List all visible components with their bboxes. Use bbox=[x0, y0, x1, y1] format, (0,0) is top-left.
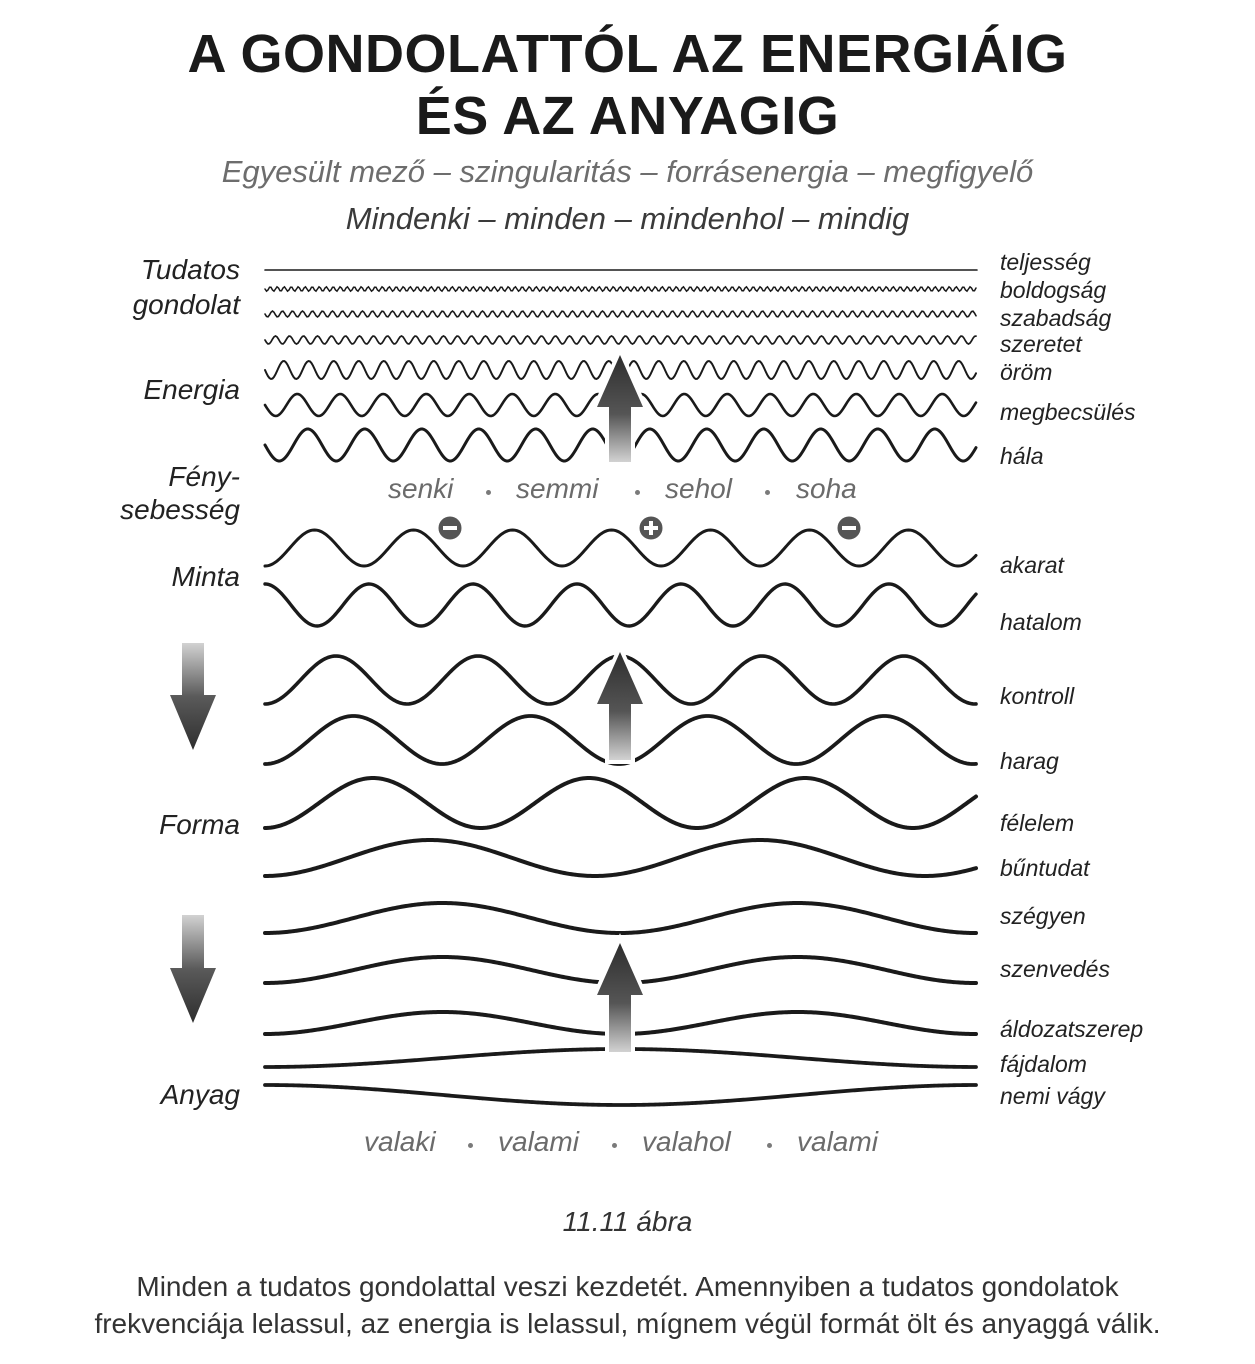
upper-word-semmi: semmi bbox=[516, 473, 599, 504]
wave-label-hatalom: hatalom bbox=[1000, 609, 1082, 635]
wave-label-harag: harag bbox=[1000, 748, 1059, 774]
page-title-line-1: A GONDOLATTÓL AZ ENERGIÁIG bbox=[187, 24, 1068, 84]
wave-label-nemi-vagy: nemi vágy bbox=[1000, 1083, 1105, 1109]
left-label-forma: Forma bbox=[159, 809, 240, 840]
description-line-1: Minden a tudatos gondolattal veszi kezdetét. Amennyiben a tudatos gondolatok bbox=[136, 1271, 1119, 1302]
wave-label-aldozatszerep: áldozatszerep bbox=[1000, 1016, 1144, 1042]
figure-caption: 11.11 ábra bbox=[562, 1206, 693, 1237]
subtitle-line-1: Egyesült mező – szingularitás – forrásenergia – megfigyelő bbox=[221, 154, 1034, 189]
wave-label-felelem: félelem bbox=[1000, 810, 1075, 836]
wave-label-buntudat: bűntudat bbox=[1000, 855, 1090, 881]
lower-word-valami-2: valami bbox=[797, 1126, 878, 1157]
wave-label-akarat: akarat bbox=[1000, 552, 1064, 578]
left-label-minta: Minta bbox=[171, 561, 240, 592]
separator-dot bbox=[635, 490, 640, 495]
lower-word-valahol: valahol bbox=[642, 1126, 731, 1157]
upper-word-sehol: sehol bbox=[665, 473, 732, 504]
lower-word-valami-1: valami bbox=[498, 1126, 579, 1157]
minus-charge-icon bbox=[437, 515, 463, 541]
upper-word-senki: senki bbox=[388, 473, 454, 504]
wave-label-orom: öröm bbox=[1000, 359, 1053, 385]
wave-label-fajdalom: fájdalom bbox=[1000, 1051, 1087, 1077]
wave-label-kontroll: kontroll bbox=[1000, 683, 1075, 709]
wave-label-szabadsag: szabadság bbox=[1000, 305, 1112, 331]
separator-dot bbox=[468, 1143, 473, 1148]
left-label-tudatos: Tudatos bbox=[140, 254, 240, 285]
wave-label-szenvedes: szenvedés bbox=[1000, 956, 1110, 982]
subtitle-line-2: Mindenki – minden – mindenhol – mindig bbox=[345, 201, 910, 236]
left-label-feny: Fény- bbox=[168, 461, 240, 492]
page-title-line-2: ÉS AZ ANYAGIG bbox=[415, 86, 840, 146]
wave-14 bbox=[265, 903, 976, 933]
minus-charge-icon bbox=[836, 515, 862, 541]
wave-label-boldogsag: boldogság bbox=[1000, 277, 1107, 303]
lower-word-valaki: valaki bbox=[364, 1126, 436, 1157]
upper-word-soha: soha bbox=[796, 473, 857, 504]
left-label-sebesseg: sebesség bbox=[120, 494, 240, 525]
description-line-2: frekvenciája lelassul, az energia is lelassul, mígnem végül formát ölt és anyaggá válik. bbox=[94, 1308, 1161, 1339]
wave-12 bbox=[265, 778, 976, 828]
separator-dot bbox=[765, 490, 770, 495]
separator-dot bbox=[612, 1143, 617, 1148]
wave-label-szegyen: szégyen bbox=[1000, 903, 1086, 929]
left-label-energia: Energia bbox=[143, 374, 240, 405]
wave-label-szeretet: szeretet bbox=[1000, 331, 1082, 357]
wave-label-megbecsules: megbecsülés bbox=[1000, 399, 1136, 425]
left-label-gondolat: gondolat bbox=[132, 289, 240, 320]
plus-charge-icon bbox=[638, 515, 664, 541]
wave-9 bbox=[265, 584, 976, 626]
wave-18 bbox=[265, 1085, 976, 1105]
left-label-anyag: Anyag bbox=[160, 1079, 240, 1110]
wave-13 bbox=[265, 840, 976, 876]
separator-dot bbox=[486, 490, 491, 495]
wave-label-teljesseg: teljesség bbox=[1000, 249, 1091, 275]
wave-8 bbox=[265, 530, 976, 566]
separator-dot bbox=[767, 1143, 772, 1148]
wave-4 bbox=[265, 336, 976, 344]
wave-label-hala: hála bbox=[1000, 443, 1044, 469]
wave-3 bbox=[265, 311, 976, 317]
wave-2 bbox=[265, 287, 976, 291]
down-arrow-icon bbox=[170, 643, 216, 750]
down-arrow-icon bbox=[170, 915, 216, 1023]
